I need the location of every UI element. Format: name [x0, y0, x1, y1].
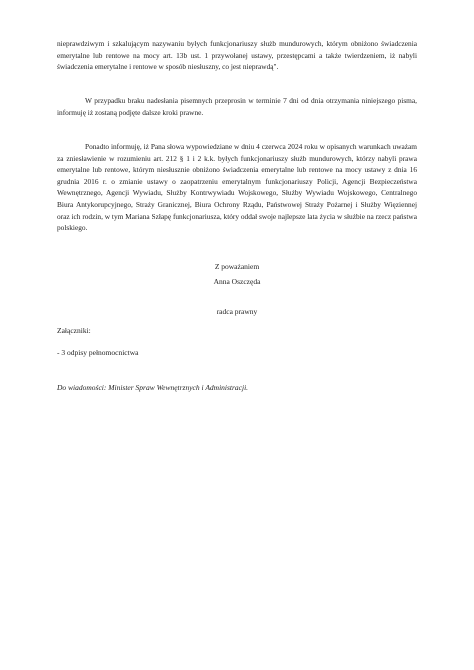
attachments-label: Załączniki: [57, 326, 91, 335]
body-paragraph-3: Ponadto informuję, iż Pana słowa wypowiedziane w dniu 4 czerwca 2024 roku w opisanych warunkach uważam za zniesławienie w rozumieniu art. 212 § 1 i 2 k.k. byłych funkcjonariuszy służb mundurowych, którzy nabyli prawa emerytalne lub rentowe, którym niesłusznie obniżono świadczenia emerytalne lub rentowe na mocy ustawy z dnia 16 grudnia 2016 r. o zmianie ustawy o zaopatrzeniu emerytalnym funkcjonariuszy Policji, Agencji Bezpieczeństwa Wewnętrznego, Agencji Wywiadu, Służby Kontrwywiadu Wojskowego, Służby Wywiadu Wojskowego, Centralnego Biura Antykorupcyjnego, Straży Granicznej, Biura Ochrony Rządu, Państwowej Straży Pożarnej i Służby Więziennej oraz ich rodzin, w tym Mariana Szłapę funkcjonariusza, który oddał swoje najlepsze lata życia w służbie na rzecz państwa polskiego. [57, 142, 417, 233]
closing-greeting: Z poważaniem [214, 262, 260, 271]
signer-role: radca prawny [216, 307, 258, 316]
signer-name: Anna Oszczęda [213, 277, 261, 286]
body-paragraph-2: W przypadku braku nadesłania pisemnych przeprosin w terminie 7 dni od dnia otrzymania niniejszego pisma, informuję iż zostaną podjęte dalsze kroki prawne. [57, 96, 417, 117]
attachment-item: - 3 odpisy pełnomocnictwa [57, 348, 139, 357]
body-paragraph-1: nieprawdziwym i szkalującym nazywaniu byłych funkcjonariuszy służb mundurowych, którym obniżono świadczenia emerytalne lub rentowe na mocy art. 13b ust. 1 przywołanej ustawy, przestępcami a także twierdzeniem, iż nabyli świadczenia emerytalne i rentowe w sposób niesłuszny, co jest nieprawdą". [57, 39, 417, 72]
cc-note: Do wiadomości: Minister Spraw Wewnętrznych i Administracji. [57, 383, 249, 392]
